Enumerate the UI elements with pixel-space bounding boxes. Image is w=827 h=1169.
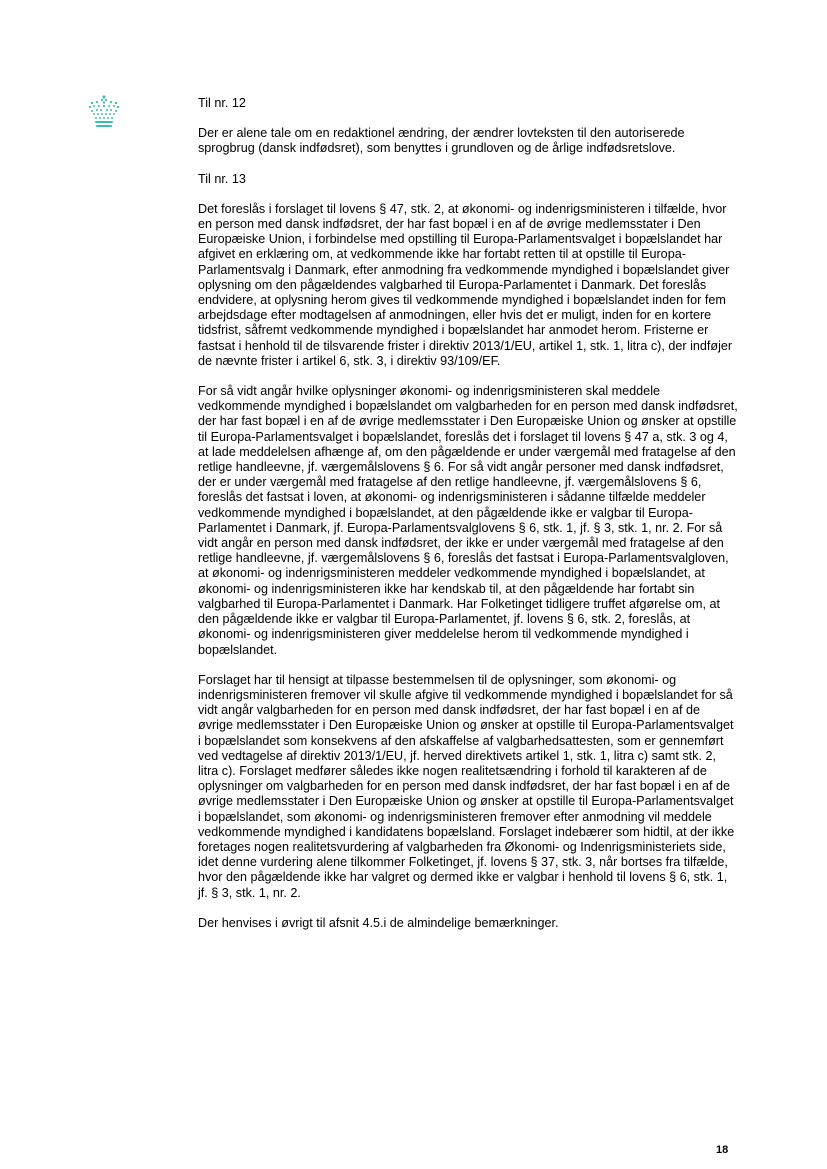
- paragraph: Forslaget har til hensigt at tilpasse bestemmelsen til de oplysninger, som økonomi- og indenrigsministeren fremover vil skulle afgive til vedkommende myndighed i bopælslandet for så vidt angår valgbarheden for en person med dansk indfødsret, der har fast bopæl i en af de øvrige medlemsstater i Den Europæiske Union og ønsker at opstille til Europa-Parlamentsvalget i bopælslandet som konsekvens af den afskaffelse af valgbarhedsattesten, som er gennemført ved vedtagelse af direktiv 2013/1/EU, jf. herved direktivets artikel 1, stk. 1, litra c) samt stk. 2, litra c). Forslaget medfører således ikke nogen realitetsændring i forhold til karakteren af de oplysninger om valgbarheden for en person med dansk indfødsret, der har fast bopæl i en af de øvrige medlemsstater i Den Europæiske Union og ønsker at opstille til Europa-Parlamentsvalget i bopælslandet, som økonomi- og indenrigsministeren fremover efter anmodning vil meddele vedkommende myndighed i kandidatens bopælsland. Forslaget indebærer som hidtil, at der ikke foretages nogen realitetsvurdering af valgbarheden fra Økonomi- og Indenrigsministeriets side, idet denne vurdering alene tilkommer Folketinget, jf. lovens § 37, stk. 3, når bortses fra tilfælde, hvor den pågældende ikke har valgret og dermed ikke er valgbar i henhold til lovens § 6, stk. 1, jf. § 3, stk. 1, nr. 2.: [198, 672, 735, 900]
- document-body: [198, 96, 738, 946]
- page-number: 18: [716, 1144, 729, 1156]
- crown-icon: [86, 94, 122, 130]
- section-heading: Til nr. 13: [198, 171, 246, 186]
- paragraph: For så vidt angår hvilke oplysninger økonomi- og indenrigsministeren skal meddele vedkommende myndighed i bopælslandet om valgbarheden for en person med dansk indfødsret, der har fast bopæl i en af de øvrige medlemsstater i Den Europæiske Union og ønsker at opstille til Europa-Parlamentsvalget i bopælslandet, foreslås det i forslaget til lovens § 47 a, stk. 3 og 4, at lade meddelelsen afhænge af, om den pågældende er under værgemål med fratagelse af den retlige handleevne, jf. værgemålslovens § 6. For så vidt angår personer med dansk indfødsret, der er under værgemål med fratagelse af den retlige handleevne, jf. værgemålslovens § 6, foreslås det fastsat i loven, at økonomi- og indenrigsministeren i sådanne tilfælde meddeler vedkommende myndighed i bopælslandet, at den pågældende ikke er valgbar til Europa-Parlamentet i Danmark, jf. Europa-Parlamentsvalglovens § 6, stk. 1, jf. § 3, stk. 1, nr. 2. For så vidt angår en person med dansk indfødsret, der ikke er under værgemål med fratagelse af den retlige handleevne, jf. værgemålslovens § 6, foreslås det fastsat i Europa-Parlamentsvalgloven, at økonomi- og indenrigsministeren meddeler vedkommende myndighed i bopælslandet, at økonomi- og indenrigsministeren ikke har kendskab til, at den pågældende har fortabt sin valgbarhed til Europa-Parlamentet i Danmark. Har Folketinget tidligere truffet afgørelse om, at den pågældende ikke er valgbar til Europa-Parlamentet, jf. lovens § 6, stk. 2, foreslås, at økonomi- og indenrigsministeren giver meddelelse herom til vedkommende myndighed i bopælslandet.: [198, 384, 738, 657]
- section-til-nr-12: [198, 96, 738, 157]
- section-heading: Til nr. 12: [198, 96, 246, 110]
- paragraph: Der er alene tale om en redaktionel ændring, der ændrer lovteksten til den autoriserede sprogbrug (dansk indfødsret), som benyttes i grundloven og de årlige indfødsretslove.: [198, 126, 685, 156]
- paragraph: Det foreslås i forslaget til lovens § 47, stk. 2, at økonomi- og indenrigsministeren i tilfælde, hvor en person med dansk indfødsret, der har fast bopæl i en af de øvrige medlemsstater i Den Europæiske Union, i forbindelse med opstilling til Europa-Parlamentsvalget i bopælslandet har afgivet en erklæring om, at vedkommende ikke har fortabt retten til at opstille til Europa-Parlamentsvalg i Danmark, efter anmodning fra vedkommende myndighed i bopælslandet giver oplysning om den pågældendes valgbarhed til Europa-Parlamentet i Danmark. Det foreslås endvidere, at oplysning herom gives til vedkommende myndighed i bopælslandet inden for fem arbejdsdage efter modtagelsen af anmodningen, eller hvis det er muligt, inden for en kortere tidsfrist, såfremt vedkommende myndighed i bopælslandet har anmodet herom. Fristerne er fastsat i henhold til de tilsvarende frister i direktiv 2013/1/EU, artikel 1, stk. 1, litra c), der indføjer de nævnte frister i artikel 6, stk. 3, i direktiv 93/109/EF.: [198, 201, 733, 368]
- paragraph: Der henvises i øvrigt til afsnit 4.5.i de almindelige bemærkninger.: [198, 915, 559, 930]
- section-til-nr-13: [198, 172, 738, 931]
